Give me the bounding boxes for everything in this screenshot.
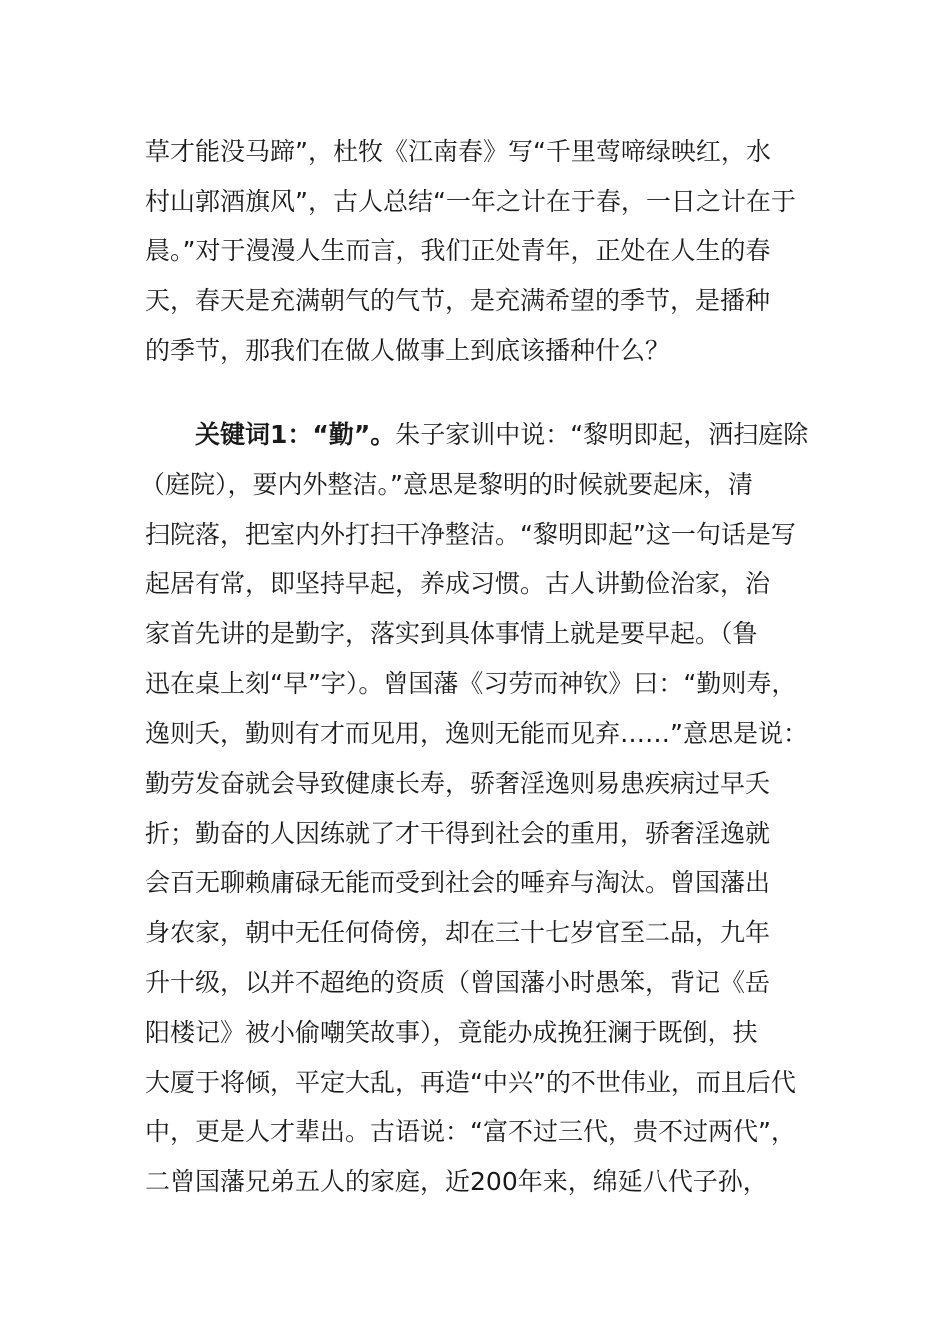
text-line: 升十级，以并不超绝的资质（曾国藩小时愚笨，背记《岳	[145, 968, 771, 997]
text-line: 二曾国藩兄弟五人的家庭，近200年来，绵延八代子孙，	[145, 1167, 768, 1196]
text-line: 中，更是人才辈出。古语说：“富不过三代，贵不过两代”，	[145, 1117, 796, 1146]
text-line: 折；勤奋的人因练就了才干得到社会的重用，骄奢淫逸就	[145, 819, 771, 848]
text-line: （庭院），要内外整洁。”意思是黎明的时候就要起床，清	[140, 470, 753, 499]
text-line: 勤劳发奋就会导致健康长寿，骄奢淫逸则易患疾病过早夭	[145, 769, 771, 798]
text-line: 大厦于将倾，平定大乱，再造“中兴”的不世伟业，而且后代	[145, 1068, 796, 1097]
text-line: 阳楼记》被小偷嘲笑故事），竟能办成挽狂澜于既倒，扶	[145, 1018, 758, 1047]
text-line: 身农家，朝中无任何倚傍，却在三十七岁官至二品，九年	[145, 918, 771, 947]
text-line: 迅在桌上刻“早”字）。曾国藩《习劳而神钦》曰：“勤则寿，	[145, 669, 797, 698]
text-line	[195, 420, 808, 450]
text-line: 逸则夭，勤则有才而见用，逸则无能而见弃……”意思是说：	[145, 719, 808, 748]
text-line: 扫院落，把室内外打扫干净整洁。“黎明即起”这一句话是写	[145, 520, 796, 549]
text-line: 草才能没马蹄”，杜牧《江南春》写“千里莺啼绿映红，水	[145, 137, 771, 166]
keyword-line-rest: 朱子家训中说：“黎明即起，洒扫庭除	[395, 420, 809, 449]
keyword-label: 关键词1：“勤”。	[195, 420, 396, 449]
text-line: 晨。”对于漫漫人生而言，我们正处青年，正处在人生的春	[145, 236, 771, 265]
text-line: 家首先讲的是勤字，落实到具体事情上就是要早起。（鲁	[145, 619, 758, 648]
text-line: 会百无聊赖庸碌无能而受到社会的唾弃与淘汰。曾国藩出	[145, 868, 771, 897]
text-line: 天，春天是充满朝气的气节，是充满希望的季节，是播种	[145, 286, 771, 315]
text-line: 的季节，那我们在做人做事上到底该播种什么？	[145, 336, 671, 365]
text-line: 村山郭酒旗风”，古人总结“一年之计在于春，一日之计在于	[145, 187, 796, 216]
text-line: 起居有常，即坚持早起，养成习惯。古人讲勤俭治家，治	[145, 569, 771, 598]
